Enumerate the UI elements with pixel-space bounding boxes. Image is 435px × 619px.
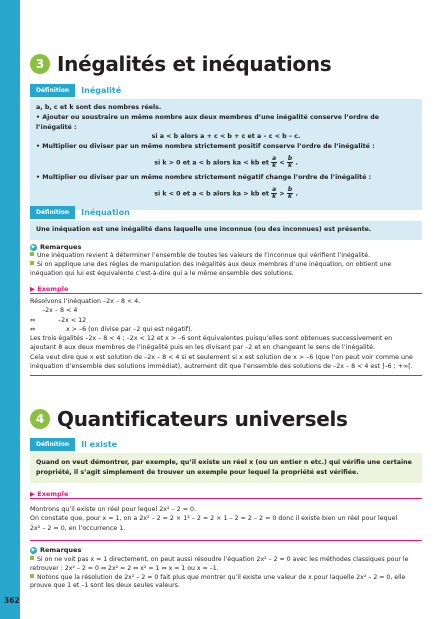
remark-item: Une inéquation revient à déterminer l’ensemble de toutes les valeurs de l’inconnue qui vérifient l’inégalité.	[30, 252, 422, 261]
arrow-circle-icon: ▶	[31, 547, 36, 553]
example-line: Les trois égalités –2x – 8 < 4 ; –2x < 12 et x > –6 sont équivalentes puisqu’elles sont obtenues successivement en	[30, 335, 393, 343]
example-line: Résolvons l’inéquation –2x – 8 < 4.	[30, 298, 141, 305]
remark-item: Si on applique une des règles de manipulation des inégalités aux deux membres d’une inéquation, on obtient une inéquation qui lui est équivalente c’est-à-dire qui a le même ensemble des solutions.	[30, 260, 392, 277]
example-bottom-rule	[30, 375, 422, 376]
definition-line: a, b, c et k sont des nombres réels.	[36, 104, 162, 111]
remark-item: Si on ne voit pas x = 1 directement, on peut aussi résoudre l’équation 2x² – 2 = 0 avec les méthodes classiques pour le retrouver : 2x² – 2 = 0 ⇔ 2x² = 2 ⇔ x² = 1 ⇔ x = 1 ou x = –1.	[30, 556, 409, 572]
remarks-heading: ▶ Remarques	[31, 243, 82, 251]
definition-line: • Ajouter ou soustraire un même nombre aux deux membres d’une inégalité conserve l’ordre de l’inégalité :	[36, 113, 380, 131]
example-line: Montrons qu’il existe un réel pour lequel 2x² – 2 = 0.	[30, 506, 196, 513]
definition-tag: Définition	[30, 438, 75, 451]
definition-line: Quand on veut démontrer, par exemple, qu’il existe un réel x (ou un entier n etc.) qui vérifie une certaine	[36, 459, 412, 466]
definition-line: Une inéquation est une inégalité dans laquelle une inconnue (ou des inconnues) est présente.	[36, 226, 372, 233]
definition-rule-negative: si k < 0 et a < b alors ka > kb et $\frac{a}{k}$ > $\frac{b}{k}$ .	[154, 185, 298, 200]
section-number-badge: 4	[30, 409, 50, 429]
section-title: Inégalités et inéquations	[57, 52, 332, 76]
section-title: Quantificateurs universels	[57, 407, 348, 431]
remarks-body	[30, 556, 422, 591]
fraction: $\frac{a}{k}$	[272, 154, 277, 169]
definition-tag: Définition	[30, 206, 75, 219]
definition-il-existe	[30, 438, 422, 483]
bullet-square-icon	[30, 261, 34, 265]
definition-inegalite	[30, 84, 422, 210]
definition-line: propriété, il s’agit simplement de trouver un exemple pour lequel la propriété est vérifiée.	[36, 468, 359, 476]
example-line: ⇔ –2x < 12	[30, 316, 87, 324]
definition-name: Inégalité	[81, 86, 122, 95]
example-line: ajoutant 8 aux deux membres de l’inégalité puis en les divisant par –2 et en changeant le sens de l’inégalité.	[30, 344, 376, 352]
definition-line: • Multiplier ou diviser par un même nombre strictement positif conserve l’ordre de l’inégalité :	[36, 143, 375, 151]
example-line: –2x – 8 < 4	[42, 307, 78, 315]
example-line: ⇔ x > –6 (on divise par –2 qui est négatif).	[30, 325, 193, 333]
remarks-body	[30, 252, 422, 278]
page-number: 362	[4, 596, 20, 605]
page-side-band	[0, 0, 20, 619]
definition-body	[30, 221, 422, 240]
definition-rule-positive: si k > 0 et a < b alors ka < kb et $\frac{a}{k}$ < $\frac{b}{k}$ .	[154, 154, 298, 169]
definition-name: Inéquation	[81, 208, 130, 217]
example-body	[30, 505, 422, 533]
remarks-heading: ▶ Remarques	[31, 546, 82, 554]
definition-inequation	[30, 206, 422, 240]
bullet-square-icon	[30, 574, 34, 578]
definition-body	[30, 453, 422, 483]
section-3-heading	[30, 52, 331, 76]
fraction: $\frac{b}{k}$	[287, 185, 293, 200]
example-heading: ▶ Exemple	[30, 285, 422, 294]
bullet-square-icon	[30, 556, 34, 560]
example-body	[30, 297, 422, 371]
example-line: inéquation d’ensemble des solutions immédiat), autrement dit que l’ensemble des solutions de –2x – 8 < 4 est ]–6 ; +∞[.	[30, 363, 413, 371]
definition-line: si a < b alors a + c < b + c et a – c < b – c.	[151, 133, 301, 141]
definition-label	[30, 438, 422, 451]
section-number-badge: 3	[30, 54, 50, 74]
definition-line: • Multiplier ou diviser par un même nombre strictement négatif change l’ordre de l’inégalité :	[36, 173, 372, 181]
example-line: On constate que, pour x = 1, on a 2x² – 2 = 2 × 1² – 2 = 2 × 1 – 2 = 2 – 2 = 0 donc il existe bien un réel pour lequel	[30, 515, 398, 523]
fraction: $\frac{a}{k}$	[272, 185, 277, 200]
remark-item: Notons que la résolution de 2x² – 2 = 0 fait plus que montrer qu’il existe une valeur de x pour laquelle 2x² – 2 = 0, elle prouve que 1 et –1 sont les deux seules valeurs.	[30, 573, 406, 590]
example-heading: ▶ Exemple	[30, 490, 422, 499]
definition-tag: Définition	[30, 84, 75, 97]
bullet-square-icon	[30, 252, 34, 256]
example-bottom-rule	[30, 540, 422, 541]
definition-body	[30, 99, 422, 210]
definition-label	[30, 206, 422, 219]
arrow-circle-icon: ▶	[31, 244, 36, 250]
example-line: Cela veut dire que x est solution de –2x – 8 < 4 si et seulement si x est solution de x > –6 (que l’on peut voir comme une	[30, 353, 413, 361]
section-4-heading	[30, 407, 348, 431]
definition-label	[30, 84, 422, 97]
definition-name: Il existe	[81, 440, 117, 449]
example-line: 2x² – 2 = 0, en l’occurrence 1.	[30, 524, 126, 532]
fraction: $\frac{b}{k}$	[287, 154, 293, 169]
